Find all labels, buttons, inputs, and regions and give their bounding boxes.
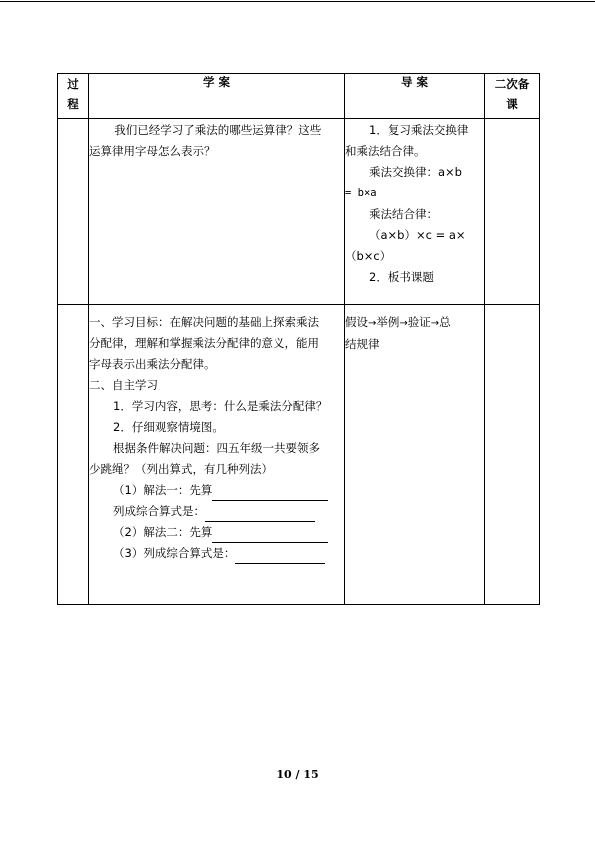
lesson-plan-table	[57, 73, 540, 605]
study-cell-self-study: 一、学习目标：在解决问题的基础上探索乘法 分配律，理解和掌握乘法分配律的意义，能用 字母表示出乘法分配律。 二、自主学习 1．学习内容，思考：什么是乘法分配律？ 2．仔细观察情境图。 根据条件解决问题：四五年级一共要领多 少跳绳？（列出算式，有几种列法） （1）解法一：先算 列成综合算式是： （2）解法二：先算 （3）列成综合算式是：	[89, 305, 345, 605]
solution-two-line: （2）解法二：先算	[89, 522, 344, 543]
table-row-self-study	[58, 305, 540, 605]
page-number: 10 / 15	[276, 768, 319, 781]
header-study-plan: 学 案	[89, 74, 345, 119]
guide-cell-review: 1．复习乘法交换律 和乘法结合律。 乘法交换律：a×b = b×a 乘法结合律： （a×b）×c = a× （b×c） 2．板书课题	[345, 119, 485, 305]
arrow-right-icon: →	[368, 318, 377, 329]
answer-blank[interactable]	[205, 507, 315, 522]
answer-blank[interactable]	[212, 528, 328, 543]
process-cell	[58, 305, 89, 605]
table-header-row	[58, 74, 540, 119]
guide-cell-self-study: 假设→举例→验证→总 结规律	[345, 305, 485, 605]
second-prep-cell	[485, 305, 540, 605]
combined-formula-line: 列成综合算式是：	[89, 501, 344, 522]
answer-blank[interactable]	[235, 549, 325, 564]
header-second-prep: 二次备 课	[485, 74, 540, 119]
table-row-review	[58, 119, 540, 305]
solution-one-line: （1）解法一：先算	[89, 480, 344, 501]
second-prep-cell	[485, 119, 540, 305]
combined-formula-line-3: （3）列成综合算式是：	[89, 543, 344, 564]
process-cell	[58, 119, 89, 305]
top-rule	[0, 1, 595, 2]
arrow-right-icon: →	[399, 318, 408, 329]
answer-blank[interactable]	[212, 486, 328, 501]
header-guide-plan: 导 案	[345, 74, 485, 119]
header-process: 过 程	[58, 74, 89, 119]
study-cell-review: 我们已经学习了乘法的哪些运算律？这些 运算律用字母怎么表示？	[89, 119, 345, 305]
arrow-right-icon: →	[430, 318, 440, 329]
method-steps: 假设→举例→验证→总	[345, 315, 451, 329]
